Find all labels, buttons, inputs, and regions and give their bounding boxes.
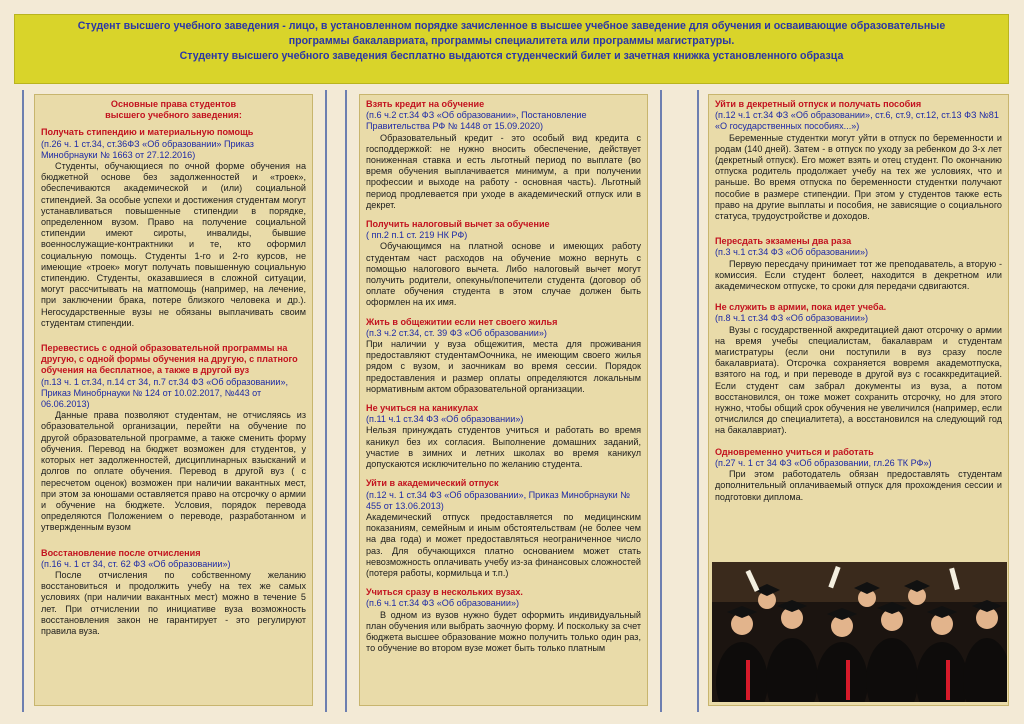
column-heading: Основные права студентов bbox=[110, 99, 237, 109]
section-reference: (п.3 ч.1 ст.34 ФЗ «Об образовании») bbox=[715, 247, 869, 258]
section-reference: (п.6 ч.2 ст.34 ФЗ «Об образовании», Постановление Правительства РФ № 1448 от 15.09.2020) bbox=[366, 110, 587, 132]
section-title: Уйти в декретный отпуск и получать пособия bbox=[715, 99, 922, 109]
column-frame-left bbox=[697, 90, 699, 712]
section-reference: (п.27 ч. 1 ст 34 ФЗ «Об образовании, гл.26 ТК РФ») bbox=[715, 457, 932, 468]
section-title: Жить в общежитии если нет своего жилья bbox=[366, 316, 558, 327]
section-title: Восстановление после отчисления bbox=[41, 547, 201, 558]
graduates-photo bbox=[712, 562, 1007, 702]
section-reference: (п.16 ч. 1 ст 34, ст. 62 ФЗ «Об образовании») bbox=[41, 558, 231, 569]
section-title: Получить налоговый вычет за обучение bbox=[366, 219, 550, 230]
right-section bbox=[41, 127, 306, 329]
header-banner bbox=[14, 14, 1009, 84]
right-section bbox=[366, 587, 641, 654]
section-text: Образовательный кредит - это особый вид кредита с господдержкой: не нужно вносить обеспечение, действует пониженная ставка и есть льготный период по выплате (во время обучения выплачивается минимум, а при получении профессии и выходе на работу - основная часть). Льготный период продлевается при уходе в академический отпуск или в декрет. bbox=[366, 132, 641, 210]
section-text: Беременные студентки могут уйти в отпуск по беременности и родам (140 дней). Затем - в отпуск по уходу за ребенком до 3-х лет (декретный отпуск). Его может взять и отец студент. По окончанию отпуска родитель продолжает учебу на тех же условиях, что и раньше. Во время отпуска по беременности студентки получают пособие в размере стипендии. При этом у студентов также есть право на другие выплаты и пособия, не зависящие о социального статуса, трудоустройстве и доходов. bbox=[715, 132, 1002, 222]
column-heading: высшего учебного заведения: bbox=[105, 110, 242, 121]
banner-line-3: Студенту высшего учебного заведения бесплатно выдаются студенческий билет и зачетная книжка установленного образца bbox=[179, 50, 844, 62]
section-reference: (п.3 ч.2 ст.34, ст. 39 ФЗ «Об образовании») bbox=[366, 327, 547, 338]
right-section bbox=[715, 302, 1002, 436]
section-text: Академический отпуск предоставляется по медицинским показаниям, семейным и иным обстоятельствам (не более чем на два года) и может предоставляться неограниченное число раз. Для обучающихся платно основанием может стать невозможность оплачивать учебу из-за финансовых сложностей (потеря работы, кормильца и т.п.) bbox=[366, 511, 641, 578]
right-section bbox=[366, 403, 641, 470]
graduates-illustration bbox=[712, 562, 1007, 702]
section-title: Пересдать экзамены два раза bbox=[715, 236, 852, 247]
section-reference: (п.11 ч.1 ст.34 ФЗ «Об образовании») bbox=[366, 414, 524, 425]
section-title: Учиться сразу в нескольких вузах. bbox=[366, 587, 523, 598]
right-section bbox=[366, 317, 641, 395]
section-text: Первую пересдачу принимает тот же преподаватель, а вторую - комиссия. Если студент болеет, находится в декретном или академическом отпуске, то сроки для передачи сдвигаются. bbox=[715, 258, 1002, 292]
section-title: Перевестись с одной образовательной программы на другую, с одной формы обучения на другую, с платного обучения на бесплатное, а также в другой вуз bbox=[41, 343, 298, 376]
section-text: Студенты, обучающиеся по очной форме обучения на бюджетной основе без задолженностей и «троек», обеспечиваются академической и (или) социальной стипендией. За особые успехи и достижения студентам могут устанавливаться повышенные стипендии в порядке, определенном вузом. Право на получение социальной стипендии имеют сироты, инвалиды, бывшие военнослужащие-контрактники и те, кто оформил социальную помощь. Студенты 1-го и 2-го курсов, не имеющие «троек» могут получать повышенную социальную стипендию. Студенты, оказавшиеся в сложной ситуации, могут рассчитывать на матпомощь (например, на лечение, при заключении брака, потере близкого человека и др.). Негосударственные вузы не обязаны выплачивать своим студентам стипендии. bbox=[41, 161, 306, 328]
banner-line-1: Студент высшего учебного заведения - лицо, в установленном порядке зачисленное в высшее учебное заведение для обучения и осваивающие образовательные bbox=[77, 20, 946, 32]
right-section bbox=[715, 99, 1002, 222]
section-title: Не служить в армии, пока идет учеба. bbox=[715, 302, 887, 313]
section-reference: ( пп.2 п.1 ст. 219 НК РФ) bbox=[366, 230, 468, 241]
section-title: Взять кредит на обучение bbox=[366, 99, 485, 109]
section-title: Одновременно учиться и работать bbox=[715, 446, 874, 457]
column-1 bbox=[34, 94, 313, 706]
right-section bbox=[366, 478, 641, 579]
banner-line-2: программы бакалавриата, программы специалитета или программы магистратуры. bbox=[288, 35, 735, 47]
section-text: При наличии у вуза общежития, места для проживания предоставляют студентамОочника, не имеющим своего жилья рядом с вузом, и заочникам во время сессии. Порядок предоставления и размер оплаты определяются локальным нормативным актом образовательной организации. bbox=[366, 339, 641, 394]
right-section bbox=[715, 447, 1002, 503]
section-text: При этом работодатель обязан предоставлять студентам дополнительный оплачиваемый отпуск для прохождения сессии и подготовки диплома. bbox=[715, 469, 1002, 502]
column-frame-right bbox=[660, 90, 662, 712]
section-reference: (п.6 ч.1 ст.34 ФЗ «Об образовании») bbox=[366, 598, 520, 609]
section-reference: (п.12 ч.1 ст.34 ФЗ «Об образовании», ст.6, ст.9, ст.12, ст.13 ФЗ №81 «О государственных пособиях...») bbox=[715, 110, 999, 132]
column-frame-left bbox=[345, 90, 347, 712]
section-text: Нельзя принуждать студентов учиться и работать во время каникул без их согласия. Выполнение домашних заданий, участие в зимних и летних школах во время каникул допускаются исключительно по желанию студента. bbox=[366, 425, 641, 470]
right-section bbox=[715, 236, 1002, 292]
section-text: После отчисления по собственному желанию восстановиться и продолжить учебу на тех же самых условиях (при наличии вакантных мест) можно в течение 5 лет. При отчислении по инициативе вуза возможность восстановления закон не гарантирует - это регулируют правила вуза. bbox=[41, 569, 306, 636]
section-text: В одном из вузов нужно будет оформить индивидуальный план обучения или выбрать заочную форму. И поскольку за счет бюджета высшее образование можно получить только один раз, то обучение во втором вузе может быть только платным bbox=[366, 609, 641, 654]
section-text: Данные права позволяют студентам, не отчисляясь из образовательной организации, перейти на обучение по другой образовательной программе, а также сменить форму обучения. Перевод на бюджет возможен для студентов, у которых нет задолженностей, дисциплинарных взысканий и долгов по оплате обучения. Перевод в другой вуз ( с пересчетом оценок) возможен при наличии вакантных мест, при этом за юношами оставляется право на отсрочку о армии и обучение на бюджете. Условия, порядок перевода определяются Положением о переводе, разработанном и утвержденным вузом bbox=[41, 410, 306, 533]
right-section bbox=[366, 99, 641, 211]
section-title: Не учиться на каникулах bbox=[366, 403, 479, 414]
right-section bbox=[41, 548, 306, 638]
section-reference: (п.8 ч.1 ст.34 ФЗ «Об образовании») bbox=[715, 313, 869, 324]
section-title: Получать стипендию и материальную помощь bbox=[41, 127, 254, 138]
section-text: Обучающимся на платной основе и имеющих работу студентам част расходов на обучение можно вернуть с помощью налогового вычета. Либо налоговый вычет могут получить родители, опекуны/попечители студента (договор об оплате обучения студента в этом случае должен быть оформлен на их имя. bbox=[366, 241, 641, 308]
right-section bbox=[41, 343, 306, 533]
section-reference: (п.26 ч. 1 ст.34, ст.36ФЗ «Об образовании» Приказ Минобрнауки № 1663 от 27.12.2016) bbox=[41, 138, 254, 160]
section-reference: (п.12 ч. 1 ст.34 ФЗ «Об образовании», Приказ Минобрнауки № 455 от 13.06.2013) bbox=[366, 489, 631, 511]
column-2 bbox=[359, 94, 648, 706]
column-frame-left bbox=[22, 90, 24, 712]
section-title: Уйти в академический отпуск bbox=[366, 478, 499, 489]
right-section bbox=[366, 219, 641, 309]
section-text: Вузы с государственной аккредитацией дают отсрочку о армии на время учебы специалистам, бакалаврам и студентам магистратуры (если они поступили в вуз сразу после бакалавриата). Отсрочка сохраняется вовремя академотпуска, взятого на год, и при переводе в другой вуз с госаккредитацией. Если студент сам забрал документы из вуза, а потом восстановился, он тоже может сохранить отсрочку, но для этого нужно, чтобы общий срок обучения не увеличился (например, если отчислился до специалитета), а восстановился на следующий год на бакалавриат). bbox=[715, 324, 1002, 436]
column-frame-right bbox=[325, 90, 327, 712]
section-reference: (п.13 ч. 1 ст.34, п.14 ст 34, п.7 ст.34 ФЗ «Об образовании», Приказ Минобрнауки № 124 от 10.02.2017, №443 от 06.06.2013) bbox=[41, 376, 289, 410]
